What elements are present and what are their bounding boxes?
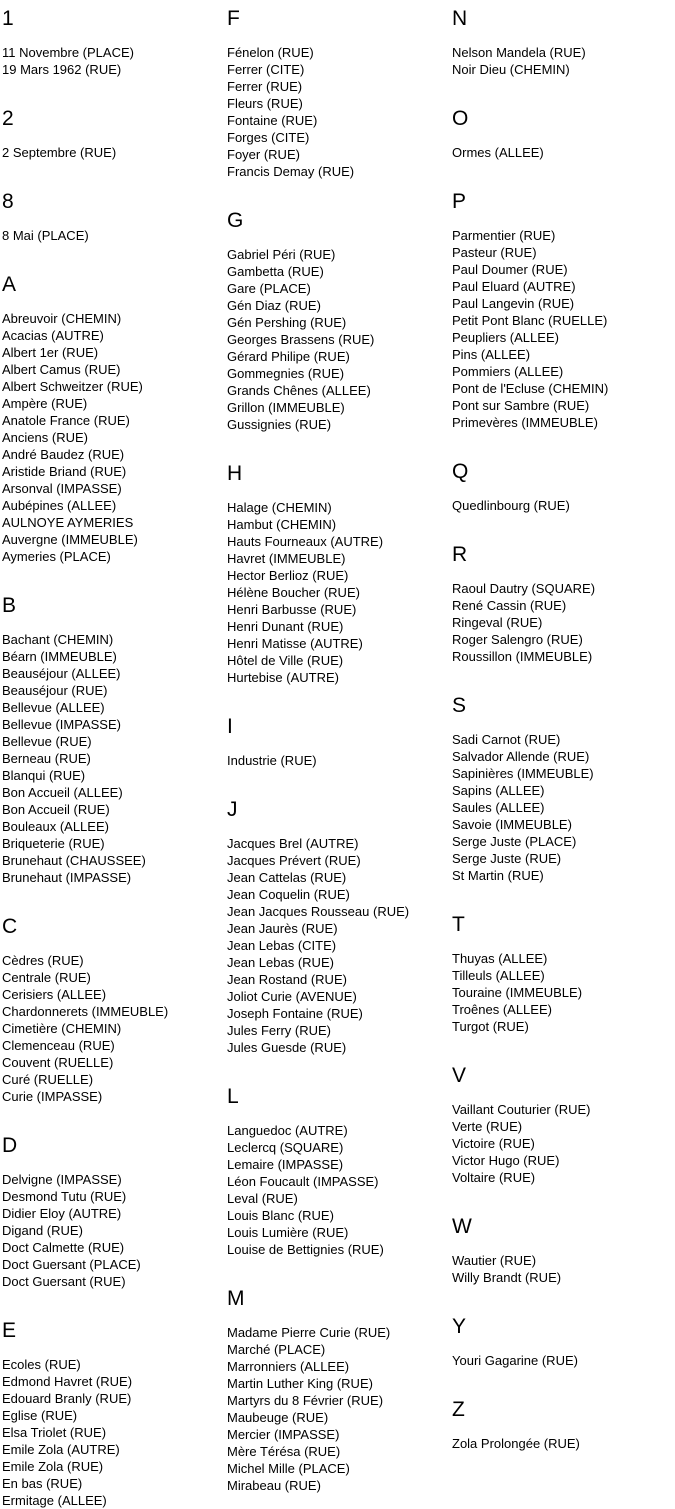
letter-heading: 2 [2, 107, 14, 130]
letter-section-1 [2, 6, 219, 78]
street-entry[interactable]: Hauts Fourneaux (AUTRE) [227, 534, 384, 549]
street-entry[interactable]: 2 Septembre (RUE) [2, 145, 117, 160]
street-entry[interactable]: Gussignies (RUE) [227, 417, 332, 432]
street-entry[interactable]: Aymeries (PLACE) [2, 549, 111, 564]
street-entry[interactable]: Henri Barbusse (RUE) [227, 602, 357, 617]
letter-heading: S [452, 694, 467, 717]
street-entry[interactable]: Bellevue (RUE) [2, 734, 92, 749]
directory-column [452, 4, 675, 1452]
letter-heading: V [452, 1064, 467, 1087]
street-entry[interactable]: Languedoc (AUTRE) [227, 1123, 348, 1138]
street-list [2, 1171, 219, 1290]
street-entry[interactable]: Marché (PLACE) [227, 1342, 326, 1357]
street-list [452, 731, 669, 884]
street-entry[interactable]: Zola Prolongée (RUE) [452, 1436, 580, 1451]
street-entry[interactable]: Aristide Briand (RUE) [2, 464, 127, 479]
street-entry[interactable]: Willy Brandt (RUE) [452, 1270, 562, 1285]
street-entry[interactable]: Doct Calmette (RUE) [2, 1240, 125, 1255]
letter-heading: O [452, 107, 469, 130]
street-list [452, 1352, 669, 1369]
letter-section-8 [2, 189, 219, 244]
street-entry[interactable]: Sapins (ALLEE) [452, 783, 545, 798]
street-entry[interactable]: Joseph Fontaine (RUE) [227, 1006, 363, 1021]
street-list [227, 835, 444, 1056]
street-entry[interactable]: Gabriel Péri (RUE) [227, 247, 336, 262]
street-entry[interactable]: Ringeval (RUE) [452, 615, 543, 630]
street-entry[interactable]: Paul Eluard (AUTRE) [452, 279, 576, 294]
street-entry[interactable]: Desmond Tutu (RUE) [2, 1189, 127, 1204]
street-entry[interactable]: Paul Langevin (RUE) [452, 296, 575, 311]
street-entry[interactable]: Francis Demay (RUE) [227, 164, 355, 179]
street-entry[interactable]: Maubeuge (RUE) [227, 1410, 329, 1425]
street-entry[interactable]: Pont de l'Ecluse (CHEMIN) [452, 381, 609, 396]
street-entry[interactable]: Roger Salengro (RUE) [452, 632, 583, 647]
street-entry[interactable]: Beauséjour (RUE) [2, 683, 108, 698]
letter-section-D [2, 1133, 219, 1290]
street-entry[interactable]: Touraine (IMMEUBLE) [452, 985, 583, 1000]
letter-section-N [452, 6, 669, 78]
street-entry[interactable]: Primevères (IMMEUBLE) [452, 415, 598, 430]
street-entry[interactable]: Paul Doumer (RUE) [452, 262, 568, 277]
street-entry[interactable]: Gommegnies (RUE) [227, 366, 345, 381]
street-entry[interactable]: Henri Dunant (RUE) [227, 619, 344, 634]
street-entry[interactable]: Troênes (ALLEE) [452, 1002, 552, 1017]
street-entry[interactable]: Bellevue (IMPASSE) [2, 717, 121, 732]
street-entry[interactable]: Hôtel de Ville (RUE) [227, 653, 344, 668]
street-entry[interactable]: Sadi Carnot (RUE) [452, 732, 561, 747]
street-entry[interactable]: Havret (IMMEUBLE) [227, 551, 346, 566]
street-entry[interactable]: 11 Novembre (PLACE) [2, 45, 134, 60]
street-entry[interactable]: Pasteur (RUE) [452, 245, 537, 260]
street-entry[interactable]: Nelson Mandela (RUE) [452, 45, 586, 60]
street-entry[interactable]: Serge Juste (RUE) [452, 851, 562, 866]
street-entry[interactable]: Halage (CHEMIN) [227, 500, 332, 515]
street-entry[interactable]: Cerisiers (ALLEE) [2, 987, 107, 1002]
letter-section-2 [2, 106, 219, 161]
street-entry[interactable]: Edmond Havret (RUE) [2, 1374, 133, 1389]
street-entry[interactable]: Hélène Boucher (RUE) [227, 585, 360, 600]
street-entry[interactable]: Victoire (RUE) [452, 1136, 535, 1151]
letter-heading: N [452, 7, 468, 30]
street-entry[interactable]: Industrie (RUE) [227, 753, 317, 768]
street-entry[interactable]: Blanqui (RUE) [2, 768, 86, 783]
street-entry[interactable]: Didier Eloy (AUTRE) [2, 1206, 122, 1221]
letter-section-L [227, 1084, 444, 1258]
street-entry[interactable]: Ferrer (RUE) [227, 79, 303, 94]
street-entry[interactable]: Jean Coquelin (RUE) [227, 887, 350, 902]
street-entry[interactable]: Savoie (IMMEUBLE) [452, 817, 572, 832]
street-entry[interactable]: Fénelon (RUE) [227, 45, 314, 60]
street-entry[interactable]: Jacques Prévert (RUE) [227, 853, 361, 868]
street-entry[interactable]: Verte (RUE) [452, 1119, 523, 1134]
street-entry[interactable]: Youri Gagarine (RUE) [452, 1353, 578, 1368]
street-entry[interactable]: Aubépines (ALLEE) [2, 498, 117, 513]
street-entry[interactable]: Emile Zola (AUTRE) [2, 1442, 120, 1457]
street-entry[interactable]: Cèdres (RUE) [2, 953, 84, 968]
street-entry[interactable]: Ermitage (ALLEE) [2, 1493, 107, 1508]
street-entry[interactable]: Bon Accueil (ALLEE) [2, 785, 123, 800]
letter-heading: W [452, 1215, 472, 1238]
letter-section-B [2, 593, 219, 886]
street-entry[interactable]: Lemaire (IMPASSE) [227, 1157, 344, 1172]
street-entry[interactable]: Leclercq (SQUARE) [227, 1140, 344, 1155]
letter-section-Y [452, 1314, 669, 1369]
letter-section-E [2, 1318, 219, 1509]
street-entry[interactable]: Gén Pershing (RUE) [227, 315, 347, 330]
street-entry[interactable]: Mercier (IMPASSE) [227, 1427, 340, 1442]
street-list [2, 952, 219, 1105]
street-entry[interactable]: Ecoles (RUE) [2, 1357, 81, 1372]
street-entry[interactable]: Louis Blanc (RUE) [227, 1208, 334, 1223]
letter-heading: T [452, 913, 465, 936]
street-list [227, 1122, 444, 1258]
street-entry[interactable]: André Baudez (RUE) [2, 447, 125, 462]
street-entry[interactable]: St Martin (RUE) [452, 868, 544, 883]
street-entry[interactable]: Roussillon (IMMEUBLE) [452, 649, 593, 664]
letter-section-H [227, 461, 444, 686]
street-entry[interactable]: Doct Guersant (PLACE) [2, 1257, 141, 1272]
street-entry[interactable]: Albert Schweitzer (RUE) [2, 379, 143, 394]
street-list [227, 499, 444, 686]
letter-section-G [227, 208, 444, 433]
street-entry[interactable]: Leval (RUE) [227, 1191, 298, 1206]
street-entry[interactable]: Bellevue (ALLEE) [2, 700, 105, 715]
street-entry[interactable]: Albert 1er (RUE) [2, 345, 99, 360]
directory-column [2, 4, 227, 1509]
street-list [2, 44, 219, 78]
street-entry[interactable]: Anciens (RUE) [2, 430, 88, 445]
street-entry[interactable]: Louise de Bettignies (RUE) [227, 1242, 384, 1257]
street-entry[interactable]: Salvador Allende (RUE) [452, 749, 590, 764]
street-entry[interactable]: Hurtebise (AUTRE) [227, 670, 339, 685]
street-entry[interactable]: Edouard Branly (RUE) [2, 1391, 132, 1406]
street-entry[interactable]: Pins (ALLEE) [452, 347, 531, 362]
street-entry[interactable]: Pont sur Sambre (RUE) [452, 398, 590, 413]
street-entry[interactable]: Digand (RUE) [2, 1223, 83, 1238]
street-entry[interactable]: Jacques Brel (AUTRE) [227, 836, 359, 851]
letter-section-J [227, 797, 444, 1056]
letter-heading: I [227, 715, 233, 738]
street-entry[interactable]: Jules Guesde (RUE) [227, 1040, 347, 1055]
street-list [452, 1252, 669, 1286]
letter-heading: D [2, 1134, 18, 1157]
street-entry[interactable]: Grands Chênes (ALLEE) [227, 383, 371, 398]
street-entry[interactable]: Bachant (CHEMIN) [2, 632, 114, 647]
street-entry[interactable]: Chardonnerets (IMMEUBLE) [2, 1004, 169, 1019]
street-entry[interactable]: Béarn (IMMEUBLE) [2, 649, 117, 664]
letter-section-M [227, 1286, 444, 1494]
letter-heading: L [227, 1085, 239, 1108]
street-list [2, 144, 219, 161]
street-entry[interactable]: Noir Dieu (CHEMIN) [452, 62, 570, 77]
street-list [452, 1435, 669, 1452]
street-entry[interactable]: Briqueterie (RUE) [2, 836, 105, 851]
street-entry[interactable]: Pommiers (ALLEE) [452, 364, 564, 379]
street-entry[interactable]: Jean Jaurès (RUE) [227, 921, 338, 936]
street-entry[interactable]: Saules (ALLEE) [452, 800, 545, 815]
street-entry[interactable]: Anatole France (RUE) [2, 413, 130, 428]
directory-columns [2, 4, 675, 1509]
street-entry[interactable]: Ampère (RUE) [2, 396, 88, 411]
street-entry[interactable]: Brunehaut (IMPASSE) [2, 870, 132, 885]
street-entry[interactable]: Louis Lumière (RUE) [227, 1225, 349, 1240]
street-entry[interactable]: Hambut (CHEMIN) [227, 517, 337, 532]
letter-section-R [452, 542, 669, 665]
street-entry[interactable]: Joliot Curie (AVENUE) [227, 989, 357, 1004]
letter-heading: E [2, 1319, 17, 1342]
letter-heading: Y [452, 1315, 467, 1338]
street-list [452, 144, 669, 161]
letter-section-I [227, 714, 444, 769]
street-entry[interactable]: Fleurs (RUE) [227, 96, 303, 111]
street-entry[interactable]: Jean Jacques Rousseau (RUE) [227, 904, 410, 919]
street-entry[interactable]: Sapinières (IMMEUBLE) [452, 766, 594, 781]
letter-section-O [452, 106, 669, 161]
street-entry[interactable]: Bon Accueil (RUE) [2, 802, 110, 817]
street-entry[interactable]: Forges (CITE) [227, 130, 310, 145]
street-entry[interactable]: Foyer (RUE) [227, 147, 300, 162]
street-entry[interactable]: Grillon (IMMEUBLE) [227, 400, 345, 415]
street-list [2, 1356, 219, 1509]
street-entry[interactable]: Auvergne (IMMEUBLE) [2, 532, 138, 547]
letter-heading: G [227, 209, 244, 232]
letter-section-C [2, 914, 219, 1105]
street-list [227, 1324, 444, 1494]
street-entry[interactable]: Parmentier (RUE) [452, 228, 556, 243]
letter-heading: F [227, 7, 240, 30]
street-entry[interactable]: Hector Berlioz (RUE) [227, 568, 349, 583]
street-entry[interactable]: Ormes (ALLEE) [452, 145, 544, 160]
letter-section-T [452, 912, 669, 1035]
street-entry[interactable]: Curie (IMPASSE) [2, 1089, 103, 1104]
street-entry[interactable]: Petit Pont Blanc (RUELLE) [452, 313, 608, 328]
street-entry[interactable]: Abreuvoir (CHEMIN) [2, 311, 122, 326]
letter-heading: B [2, 594, 17, 617]
street-entry[interactable]: Thuyas (ALLEE) [452, 951, 548, 966]
street-entry[interactable]: Gérard Philipe (RUE) [227, 349, 350, 364]
street-entry[interactable]: Jean Rostand (RUE) [227, 972, 347, 987]
street-entry[interactable]: Victor Hugo (RUE) [452, 1153, 560, 1168]
street-entry[interactable]: Berneau (RUE) [2, 751, 91, 766]
letter-heading: Q [452, 460, 469, 483]
street-entry[interactable]: Serge Juste (PLACE) [452, 834, 577, 849]
street-list [227, 752, 444, 769]
street-entry[interactable]: Eglise (RUE) [2, 1408, 78, 1423]
street-entry[interactable]: Doct Guersant (RUE) [2, 1274, 126, 1289]
street-entry[interactable]: Henri Matisse (AUTRE) [227, 636, 363, 651]
street-list [2, 227, 219, 244]
street-entry[interactable]: Bouleaux (ALLEE) [2, 819, 109, 834]
street-entry[interactable]: Mère Térésa (RUE) [227, 1444, 341, 1459]
street-entry[interactable]: Turgot (RUE) [452, 1019, 529, 1034]
letter-heading: C [2, 915, 18, 938]
letter-heading: A [2, 273, 17, 296]
street-entry[interactable]: Jean Cattelas (RUE) [227, 870, 347, 885]
letter-heading: R [452, 543, 468, 566]
street-entry[interactable]: Mirabeau (RUE) [227, 1478, 321, 1493]
street-entry[interactable]: Elsa Triolet (RUE) [2, 1425, 107, 1440]
street-entry[interactable]: Albert Camus (RUE) [2, 362, 121, 377]
street-entry[interactable]: Martyrs du 8 Février (RUE) [227, 1393, 384, 1408]
letter-heading: 8 [2, 190, 14, 213]
letter-heading: H [227, 462, 243, 485]
letter-section-Q [452, 459, 669, 514]
street-list [452, 227, 669, 431]
street-entry[interactable]: Fontaine (RUE) [227, 113, 318, 128]
street-list [452, 950, 669, 1035]
street-entry[interactable]: Quedlinbourg (RUE) [452, 498, 570, 513]
street-entry[interactable]: Emile Zola (RUE) [2, 1459, 104, 1474]
directory-column [227, 4, 452, 1494]
letter-heading: P [452, 190, 467, 213]
street-entry[interactable]: Cimetière (CHEMIN) [2, 1021, 122, 1036]
letter-section-Z [452, 1397, 669, 1452]
street-entry[interactable]: Centrale (RUE) [2, 970, 91, 985]
street-list [2, 310, 219, 565]
street-entry[interactable]: Gén Diaz (RUE) [227, 298, 321, 313]
street-entry[interactable]: Voltaire (RUE) [452, 1170, 536, 1185]
letter-section-P [452, 189, 669, 431]
street-entry[interactable]: 19 Mars 1962 (RUE) [2, 62, 122, 77]
street-entry[interactable]: Jean Lebas (CITE) [227, 938, 337, 953]
street-list [452, 1101, 669, 1186]
street-entry[interactable]: Delvigne (IMPASSE) [2, 1172, 122, 1187]
street-entry[interactable]: En bas (RUE) [2, 1476, 83, 1491]
street-entry[interactable]: Madame Pierre Curie (RUE) [227, 1325, 391, 1340]
letter-section-F [227, 6, 444, 180]
letter-heading: J [227, 798, 238, 821]
street-list [452, 44, 669, 78]
street-entry[interactable]: Ferrer (CITE) [227, 62, 305, 77]
street-entry[interactable]: Peupliers (ALLEE) [452, 330, 559, 345]
street-entry[interactable]: Georges Brassens (RUE) [227, 332, 375, 347]
street-list [452, 497, 669, 514]
street-entry[interactable]: Jules Ferry (RUE) [227, 1023, 332, 1038]
street-entry[interactable]: Wautier (RUE) [452, 1253, 537, 1268]
street-list [227, 246, 444, 433]
street-entry[interactable]: Acacias (AUTRE) [2, 328, 104, 343]
letter-section-A [2, 272, 219, 565]
letter-heading: Z [452, 1398, 465, 1421]
street-entry[interactable]: Michel Mille (PLACE) [227, 1461, 350, 1476]
street-entry[interactable]: Beauséjour (ALLEE) [2, 666, 121, 681]
street-entry[interactable]: Vaillant Couturier (RUE) [452, 1102, 591, 1117]
letter-section-W [452, 1214, 669, 1286]
letter-heading: 1 [2, 7, 14, 30]
street-list [452, 580, 669, 665]
street-entry[interactable]: Martin Luther King (RUE) [227, 1376, 373, 1391]
street-entry[interactable]: Brunehaut (CHAUSSEE) [2, 853, 146, 868]
street-list [2, 631, 219, 886]
street-entry[interactable]: Raoul Dautry (SQUARE) [452, 581, 596, 596]
street-entry[interactable]: Tilleuls (ALLEE) [452, 968, 545, 983]
street-entry[interactable]: Marronniers (ALLEE) [227, 1359, 350, 1374]
street-entry[interactable]: AULNOYE AYMERIES [2, 515, 134, 530]
street-entry[interactable]: Jean Lebas (RUE) [227, 955, 334, 970]
street-entry[interactable]: Léon Foucault (IMPASSE) [227, 1174, 379, 1189]
street-entry[interactable]: Gare (PLACE) [227, 281, 311, 296]
letter-section-S [452, 693, 669, 884]
street-list [227, 44, 444, 180]
letter-section-V [452, 1063, 669, 1186]
letter-heading: M [227, 1287, 245, 1310]
street-entry[interactable]: Arsonval (IMPASSE) [2, 481, 122, 496]
street-entry[interactable]: Curé (RUELLE) [2, 1072, 94, 1087]
street-entry[interactable]: 8 Mai (PLACE) [2, 228, 89, 243]
street-entry[interactable]: Gambetta (RUE) [227, 264, 324, 279]
street-entry[interactable]: Couvent (RUELLE) [2, 1055, 114, 1070]
street-entry[interactable]: Clemenceau (RUE) [2, 1038, 115, 1053]
street-entry[interactable]: René Cassin (RUE) [452, 598, 567, 613]
